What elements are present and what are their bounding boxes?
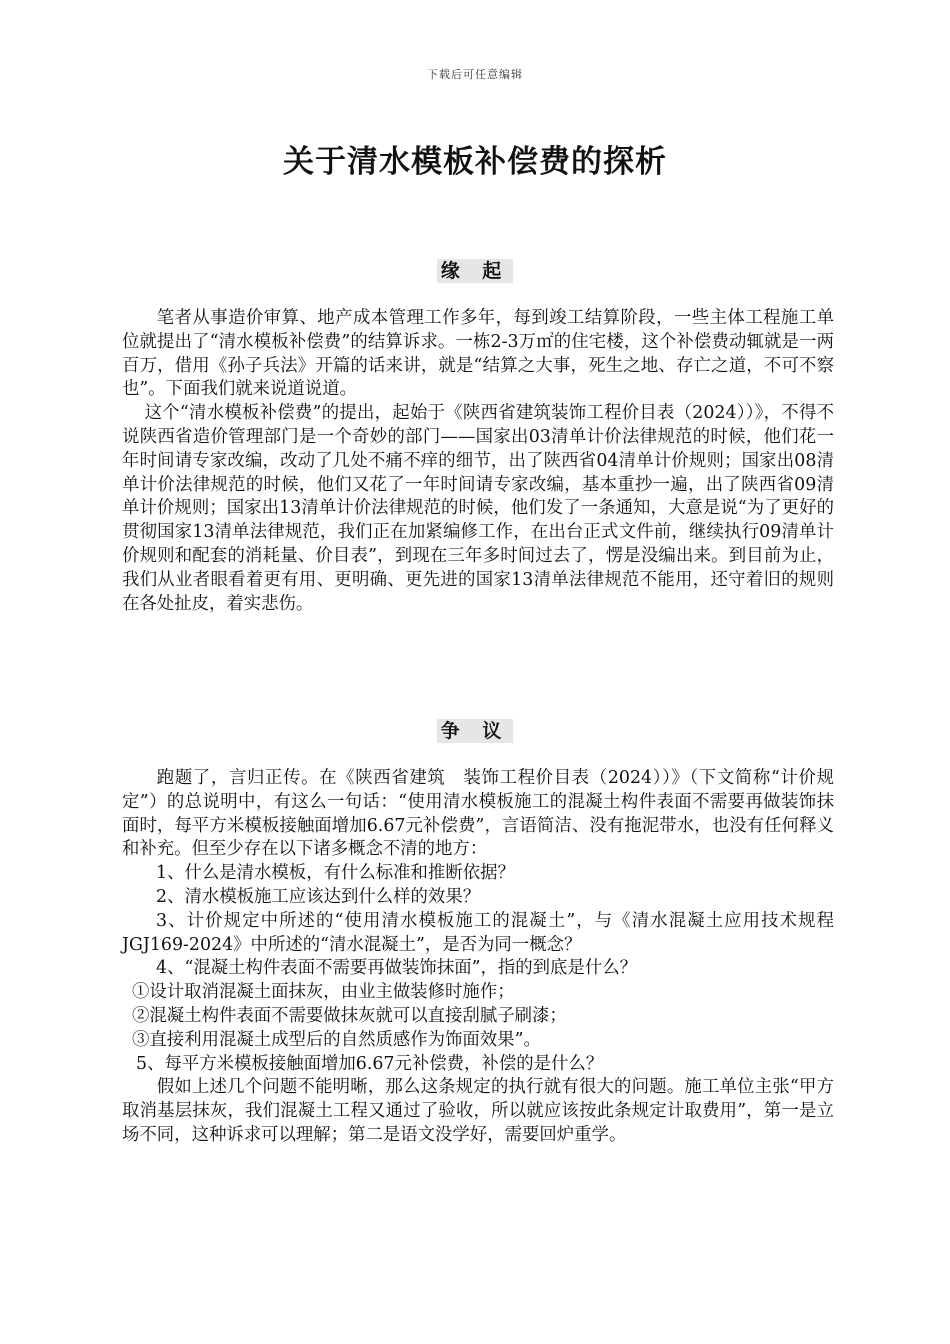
- dispute-intro-paragraph: 跑题了，言归正传。在《陕西省建筑 装饰工程价目表（2024））》（下文简称“计价规定”）的总说明中，有这么一句话：“使用清水模板施工的混凝土构件表面不需要再做装饰抹面时，每平方米模板接触面增加6.67元补偿费”，言语简洁、没有拖泥带水，也没有任何释义和补充。但至少存在以下诸多概念不清的地方：: [122, 768, 834, 860]
- question-item-1: 1、什么是清水模板，有什么标准和推断依据？: [156, 863, 515, 884]
- question-item-4: 4、“混凝土构件表面不需要再做装饰抹面”，指的到底是什么？: [156, 958, 638, 979]
- option-item-3: ③直接利用混凝土成型后的自然质感作为饰面效果”。: [132, 1029, 541, 1050]
- section-origin-body: [122, 307, 834, 616]
- option-item-2: ②混凝土构件表面不需要做抹灰就可以直接刮腻子刷漆；: [132, 1005, 567, 1026]
- section-heading-origin-label: 缘 起: [437, 259, 514, 283]
- origin-paragraph-2: 这个“清水模板补偿费”的提出，起始于《陕西省建筑装饰工程价目表（2024））》，不得不说陕西省造价管理部门是一个奇妙的部门——国家出03清单计价法律规范的时候，他们花一年时间请专家改编，改动了几处不痛不痒的细节，出了陕西省04清单计价规则；国家出08清单计价法律规范的时候，他们又花了一年时间请专家改编，基本重抄一遍，出了陕西省09清单计价规则；国家出13清单计价法律规范的时候，他们发了一条通知，大意是说“为了更好的贯彻国家13清单法律规范，我们正在加紧编修工作，在出台正式文件前，继续执行09清单计价规则和配套的消耗量、价目表”，到现在三年多时间过去了，愣是没编出来。到目前为止，我们从业者眼看着更有用、更明确、更先进的国家13清单法律规范不能用，还守着旧的规则在各处扯皮，着实悲伤。: [122, 403, 834, 614]
- origin-paragraph-1: 笔者从事造价审算、地产成本管理工作多年，每到竣工结算阶段，一些主体工程施工单位就提出了“清水模板补偿费”的结算诉求。一栋2-3万㎡的住宅楼，这个补偿费动辄就是一两百万，借用《孙子兵法》开篇的话来讲，就是“结算之大事，死生之地、存亡之道，不可不察也”。下面我们就来说道说道。: [122, 308, 834, 400]
- section-heading-dispute: [0, 716, 950, 743]
- option-item-1: ①设计取消混凝土面抹灰，由业主做装修时施作；: [132, 982, 515, 1003]
- question-item-5: 5、每平方米模板接触面增加6.67元补偿费，补偿的是什么？: [136, 1053, 604, 1074]
- document-title: 关于清水模板补偿费的探析: [283, 144, 667, 180]
- dispute-closing-paragraph: 假如上述几个问题不能明晰，那么这条规定的执行就有很大的问题。施工单位主张“甲方取消基层抹灰，我们混凝土工程又通过了验收，所以就应该按此条规定计取费用”，第一是立场不同，这种诉求可以理解；第二是语文没学好，需要回炉重学。: [122, 1077, 834, 1145]
- section-heading-dispute-label: 争 议: [437, 719, 514, 743]
- header-note: 下载后可任意编辑: [427, 68, 523, 81]
- question-item-2: 2、清水模板施工应该达到什么样的效果？: [156, 886, 481, 907]
- section-dispute-body: [122, 767, 834, 1148]
- section-heading-origin: [0, 256, 950, 283]
- question-item-3: 3、计价规定中所述的“使用清水模板施工的混凝土”，与《清水混凝土应用技术规程JGJ169-2024》中所述的“清水混凝土”，是否为同一概念？: [122, 910, 834, 955]
